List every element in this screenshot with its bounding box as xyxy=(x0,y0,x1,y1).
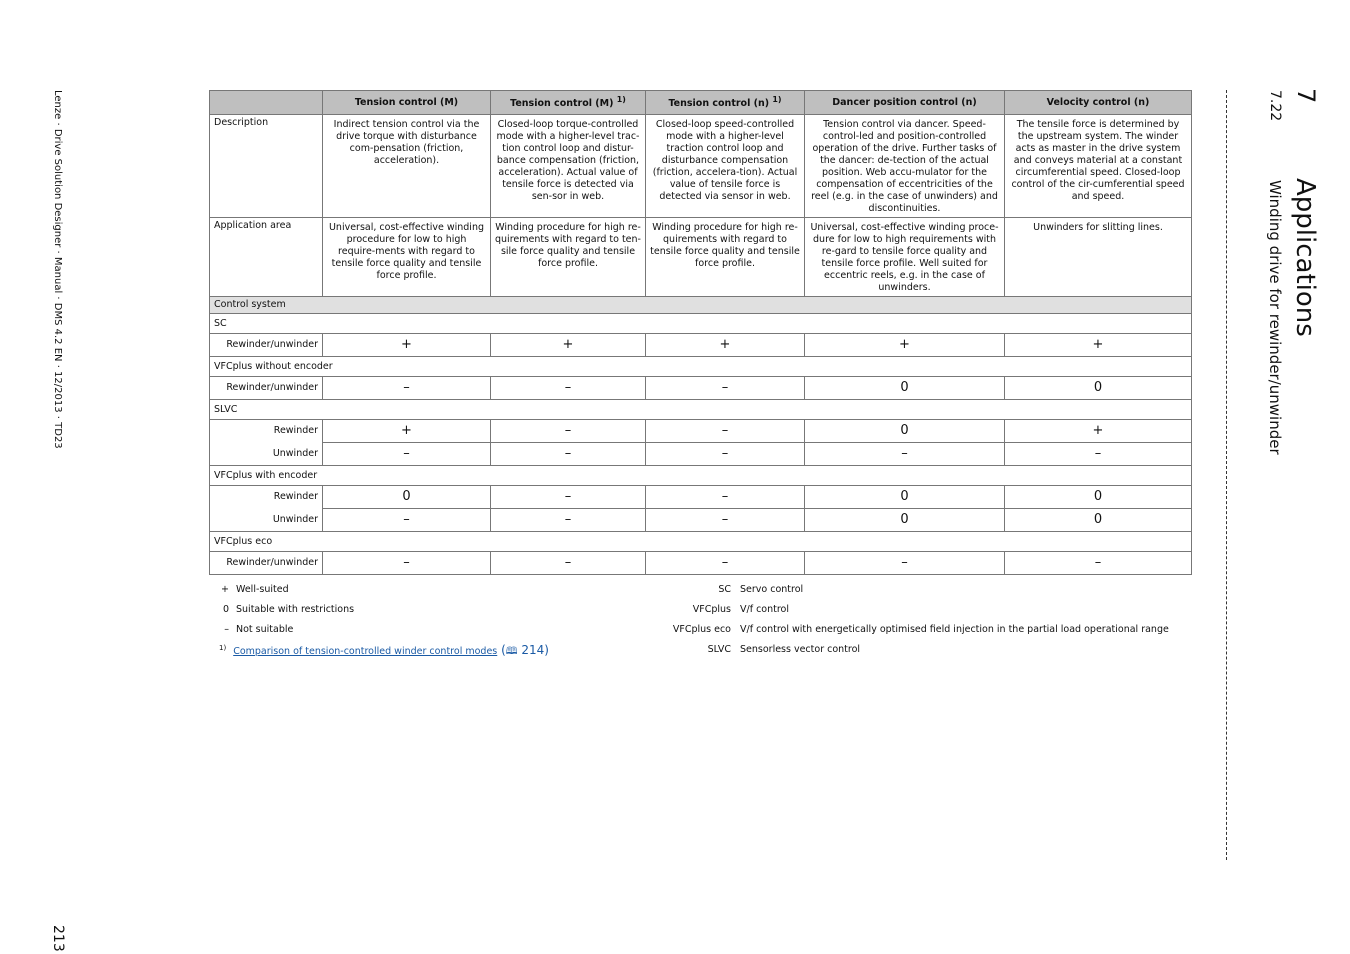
group-label: SC xyxy=(210,314,1192,334)
abbreviation-item xyxy=(660,604,789,616)
rating-cell: – xyxy=(805,552,1005,575)
rating-cell: + xyxy=(805,334,1005,357)
book-icon: 🕮 xyxy=(505,646,518,658)
section-title: Winding drive for rewinder/unwinder xyxy=(1266,180,1284,455)
table-row xyxy=(210,486,1192,509)
abbreviation-item xyxy=(660,624,1169,636)
rating-cell: – xyxy=(646,377,805,400)
rating-cell: – xyxy=(323,377,491,400)
rating-cell: – xyxy=(646,552,805,575)
rating-cell: + xyxy=(323,334,491,357)
header-corner xyxy=(210,91,323,115)
rating-cell: – xyxy=(491,509,646,532)
abbreviation-key: SLVC xyxy=(707,644,731,655)
group-label: VFCplus without encoder xyxy=(210,357,1192,377)
rating-cell: + xyxy=(1005,420,1192,443)
description-cell: Indirect tension control via the drive torque with disturbance com-pensation (friction, acceleration). xyxy=(323,115,491,218)
group-row xyxy=(210,400,1192,420)
rating-cell: 0 xyxy=(1005,377,1192,400)
rating-cell: 0 xyxy=(805,486,1005,509)
table-row xyxy=(210,377,1192,400)
column-header-label: Dancer position control (n) xyxy=(832,96,977,108)
group-label: VFCplus eco xyxy=(210,532,1192,552)
table-row xyxy=(210,420,1192,443)
footer-sidebar xyxy=(50,90,68,952)
page-number: 213 xyxy=(50,925,66,952)
legend-item xyxy=(219,584,289,596)
rating-cell: – xyxy=(646,443,805,466)
column-header-label: Tension control (M) xyxy=(354,96,459,108)
abbreviation-text: Sensorless vector control xyxy=(740,644,861,655)
rating-cell: 0 xyxy=(1005,486,1192,509)
rating-cell: – xyxy=(491,552,646,575)
legend-item xyxy=(219,604,354,616)
rating-cell: + xyxy=(491,334,646,357)
rating-cell: 0 xyxy=(323,486,491,509)
legend-text: Suitable with restrictions xyxy=(236,604,355,615)
rating-cell: + xyxy=(646,334,805,357)
doc-info: Lenze · Drive Solution Designer · Manual · DMS 4.2 EN · 12/2013 · TD23 xyxy=(52,90,63,449)
rating-cell: + xyxy=(1005,334,1192,357)
footnote-mark: 1) xyxy=(219,644,227,652)
legend-text: Not suitable xyxy=(236,624,294,635)
column-header xyxy=(805,91,1005,115)
column-header xyxy=(1005,91,1192,115)
rating-cell: – xyxy=(323,443,491,466)
rating-cell: 0 xyxy=(805,420,1005,443)
column-header xyxy=(491,91,646,115)
chapter-header xyxy=(1262,88,1322,868)
footnote-mark: 1) xyxy=(772,95,782,105)
rating-cell: – xyxy=(805,443,1005,466)
application-cell: Winding procedure for high re-quirements with regard to ten-sile force quality and tensile force profile. xyxy=(491,218,646,297)
rating-cell: – xyxy=(323,552,491,575)
row-label: Unwinder xyxy=(210,509,323,532)
rating-cell: – xyxy=(1005,443,1192,466)
abbreviation-item xyxy=(660,644,860,656)
rating-cell: 0 xyxy=(805,377,1005,400)
rating-cell: – xyxy=(646,420,805,443)
section-number: 7.22 xyxy=(1267,90,1283,122)
legend-symbols xyxy=(219,584,639,664)
column-header-label: Tension control (n) xyxy=(668,98,770,110)
legend-key: + xyxy=(221,584,229,595)
header-row xyxy=(210,91,1192,115)
column-header-label: Tension control (M) xyxy=(510,98,614,110)
description-cell: Closed-loop torque-controlled mode with a higher-level trac-tion control loop and distur-bance compensation (friction, acceleration). Actual value of tensile force is detected via sen-sor in web. xyxy=(491,115,646,218)
table-row xyxy=(210,509,1192,532)
column-header xyxy=(646,91,805,115)
row-label: Rewinder xyxy=(210,420,323,443)
description-cell: The tensile force is determined by the upstream system. The winder acts as master in the drive system and conveys material at a constant circumferential speed. Closed-loop control of the cir-cumferential speed and speed. xyxy=(1005,115,1192,218)
rating-cell: – xyxy=(646,509,805,532)
chapter-number: 7 xyxy=(1292,88,1320,104)
abbreviation-text: V/f control xyxy=(740,604,789,615)
abbreviation-key: SC xyxy=(718,584,731,595)
abbreviation-text: Servo control xyxy=(740,584,804,595)
application-cell: Universal, cost-effective winding procedure for low to high require-ments with regard to tensile force quality and tensile force profile. xyxy=(323,218,491,297)
group-row xyxy=(210,532,1192,552)
legend-key: 0 xyxy=(222,604,229,615)
row-label: Rewinder/unwinder xyxy=(210,377,323,400)
footnote-item xyxy=(219,642,549,658)
legend-item xyxy=(219,624,293,636)
rating-cell: – xyxy=(491,420,646,443)
row-label: Description xyxy=(210,115,323,218)
rating-cell: 0 xyxy=(1005,509,1192,532)
footnote-link[interactable]: Comparison of tension-controlled winder control modes xyxy=(233,646,498,658)
application-cell: Unwinders for slitting lines. xyxy=(1005,218,1192,297)
description-cell: Closed-loop speed-controlled mode with a higher-level traction control loop and disturbance compensation (friction, accelera-tion). Actual value of tensile force is detected via sensor in web. xyxy=(646,115,805,218)
reference-page-number: 214 xyxy=(521,643,545,658)
header-divider xyxy=(1226,90,1227,860)
rating-cell: – xyxy=(491,486,646,509)
row-label: Rewinder/unwinder xyxy=(210,552,323,575)
rating-cell: 0 xyxy=(805,509,1005,532)
legend-abbreviations xyxy=(660,584,1180,664)
table-row xyxy=(210,552,1192,575)
rating-cell: – xyxy=(491,377,646,400)
chapter-title: Applications xyxy=(1290,178,1320,337)
control-mode-table xyxy=(209,90,1192,575)
row-label: Application area xyxy=(210,218,323,297)
table-row xyxy=(210,334,1192,357)
row-label: Rewinder/unwinder xyxy=(210,334,323,357)
row-label: Rewinder xyxy=(210,486,323,509)
abbreviation-key: VFCplus eco xyxy=(672,624,731,635)
group-label: VFCplus with encoder xyxy=(210,466,1192,486)
group-row xyxy=(210,466,1192,486)
legend-key: – xyxy=(224,624,229,635)
rating-cell: – xyxy=(646,486,805,509)
abbreviation-key: VFCplus xyxy=(692,604,731,615)
application-row xyxy=(210,218,1192,297)
rating-cell: – xyxy=(323,509,491,532)
group-row xyxy=(210,314,1192,334)
abbreviation-text: V/f control with energetically optimised field injection in the partial load operational range xyxy=(740,624,1169,635)
abbreviation-item xyxy=(660,584,803,596)
column-header xyxy=(323,91,491,115)
table-row xyxy=(210,443,1192,466)
group-row xyxy=(210,357,1192,377)
application-cell: Universal, cost-effective winding proce-dure for low to high requirements with re-gard to tensile force quality and tensile force profile. Well suited for eccentric reels, e.g. in the case of unwinders. xyxy=(805,218,1005,297)
rating-cell: – xyxy=(491,443,646,466)
row-label: Unwinder xyxy=(210,443,323,466)
group-label: SLVC xyxy=(210,400,1192,420)
footnote-mark: 1) xyxy=(616,95,626,105)
description-cell: Tension control via dancer. Speed-control-led and position-controlled operation of the drive. Further tasks of the dancer: de-tection of the actual position. Web accu-mulator for the compensation of eccentricities of the reel (e.g. in the case of unwinders) and discontinuities. xyxy=(805,115,1005,218)
description-row xyxy=(210,115,1192,218)
rating-cell: + xyxy=(323,420,491,443)
page-reference: (🕮 214) xyxy=(497,643,549,658)
column-header-label: Velocity control (n) xyxy=(1046,96,1150,108)
legend-text: Well-suited xyxy=(236,584,289,595)
section-label: Control system xyxy=(210,297,1192,314)
application-cell: Winding procedure for high re-quirements with regard to tensile force quality and tensile force profile. xyxy=(646,218,805,297)
rating-cell: – xyxy=(1005,552,1192,575)
control-system-row xyxy=(210,297,1192,314)
